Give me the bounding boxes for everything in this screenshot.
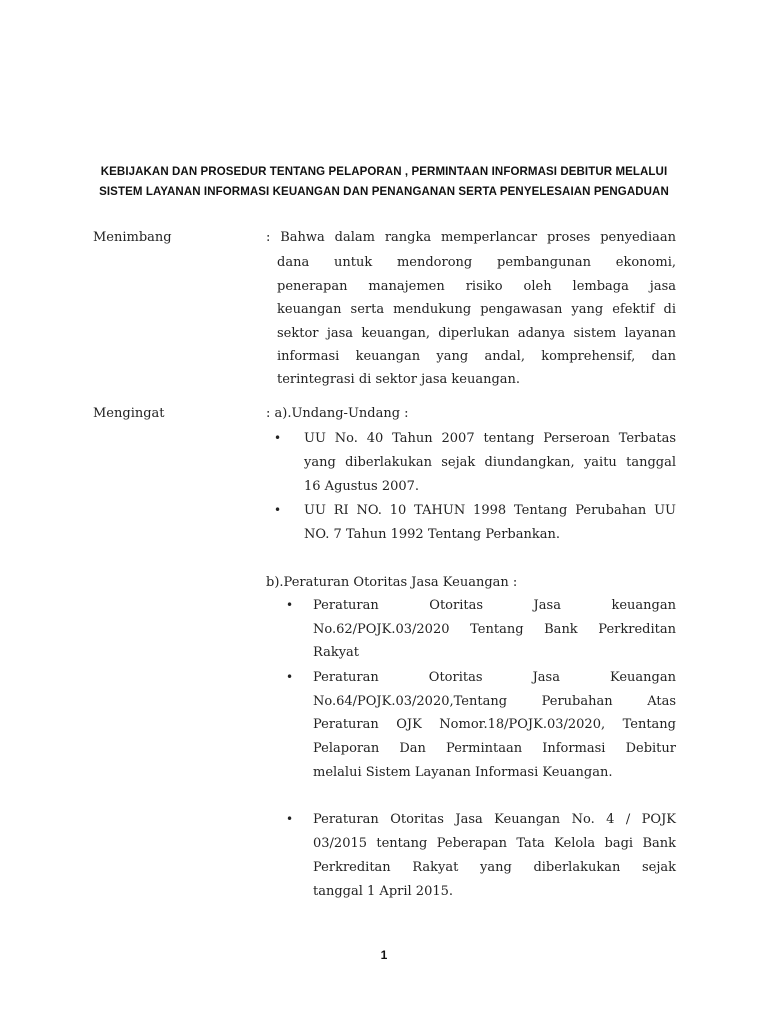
- menimbang-line: : Bahwa dalam rangka memperlancar proses penyediaan: [266, 230, 676, 245]
- list-item-line: Rakyat: [313, 645, 360, 660]
- bullet-icon: •: [274, 503, 282, 517]
- menimbang-line: penerapan manajemen risiko oleh lembaga jasa: [277, 279, 676, 294]
- list-item-line: Peraturan Otoritas Jasa Keuangan: [313, 670, 676, 685]
- list-item-line: 16 Agustus 2007.: [304, 479, 420, 494]
- list-item-line: yang diberlakukan sejak diundangkan, yaitu tanggal: [304, 455, 676, 470]
- menimbang-label: Menimbang: [93, 230, 172, 245]
- menimbang-line: terintegrasi di sektor jasa keuangan.: [277, 372, 521, 387]
- title-line-1: KEBIJAKAN DAN PROSEDUR TENTANG PELAPORAN , PERMINTAAN INFORMASI DEBITUR MELALUI: [100, 166, 668, 178]
- menimbang-line: informasi keuangan yang andal, komprehensif, dan: [277, 349, 676, 364]
- bullet-icon: •: [286, 598, 294, 612]
- menimbang-line: sektor jasa keuangan, diperlukan adanya sistem layanan: [277, 326, 676, 341]
- bullet-icon: •: [274, 431, 282, 445]
- menimbang-line: dana untuk mendorong pembangunan ekonomi,: [277, 255, 676, 270]
- list-item-line: Peraturan Otoritas Jasa Keuangan No. 4 / POJK: [313, 812, 676, 827]
- list-item-line: UU No. 40 Tahun 2007 tentang Perseroan Terbatas: [304, 431, 676, 446]
- list-item-line: Pelaporan Dan Permintaan Informasi Debitur: [313, 741, 676, 756]
- list-item-line: No.64/POJK.03/2020,Tentang Perubahan Atas: [313, 694, 676, 709]
- bullet-icon: •: [286, 812, 294, 826]
- page-number: 1: [380, 948, 388, 962]
- section-a-heading: : a).Undang-Undang :: [266, 406, 409, 421]
- list-item-line: Peraturan Otoritas Jasa keuangan: [313, 598, 676, 613]
- mengingat-label: Mengingat: [93, 406, 165, 421]
- menimbang-line: keuangan serta mendukung pengawasan yang efektif di: [277, 302, 676, 317]
- list-item-line: NO. 7 Tahun 1992 Tentang Perbankan.: [304, 527, 560, 542]
- list-item-line: Peraturan OJK Nomor.18/POJK.03/2020, Tentang: [313, 717, 676, 732]
- section-b-heading: b).Peraturan Otoritas Jasa Keuangan :: [266, 575, 518, 590]
- list-item-line: tanggal 1 April 2015.: [313, 884, 454, 899]
- list-item-line: No.62/POJK.03/2020 Tentang Bank Perkreditan: [313, 622, 676, 637]
- title-line-2: SISTEM LAYANAN INFORMASI KEUANGAN DAN PENANGANAN SERTA PENYELESAIAN PENGADUAN: [99, 186, 669, 198]
- list-item-line: 03/2015 tentang Peberapan Tata Kelola bagi Bank: [313, 836, 676, 851]
- document-title: [60, 162, 708, 202]
- list-item-line: Perkreditan Rakyat yang diberlakukan sejak: [313, 860, 676, 875]
- bullet-icon: •: [286, 670, 294, 684]
- list-item-line: UU RI NO. 10 TAHUN 1998 Tentang Perubahan UU: [304, 503, 676, 518]
- list-item-line: melalui Sistem Layanan Informasi Keuangan.: [313, 765, 613, 780]
